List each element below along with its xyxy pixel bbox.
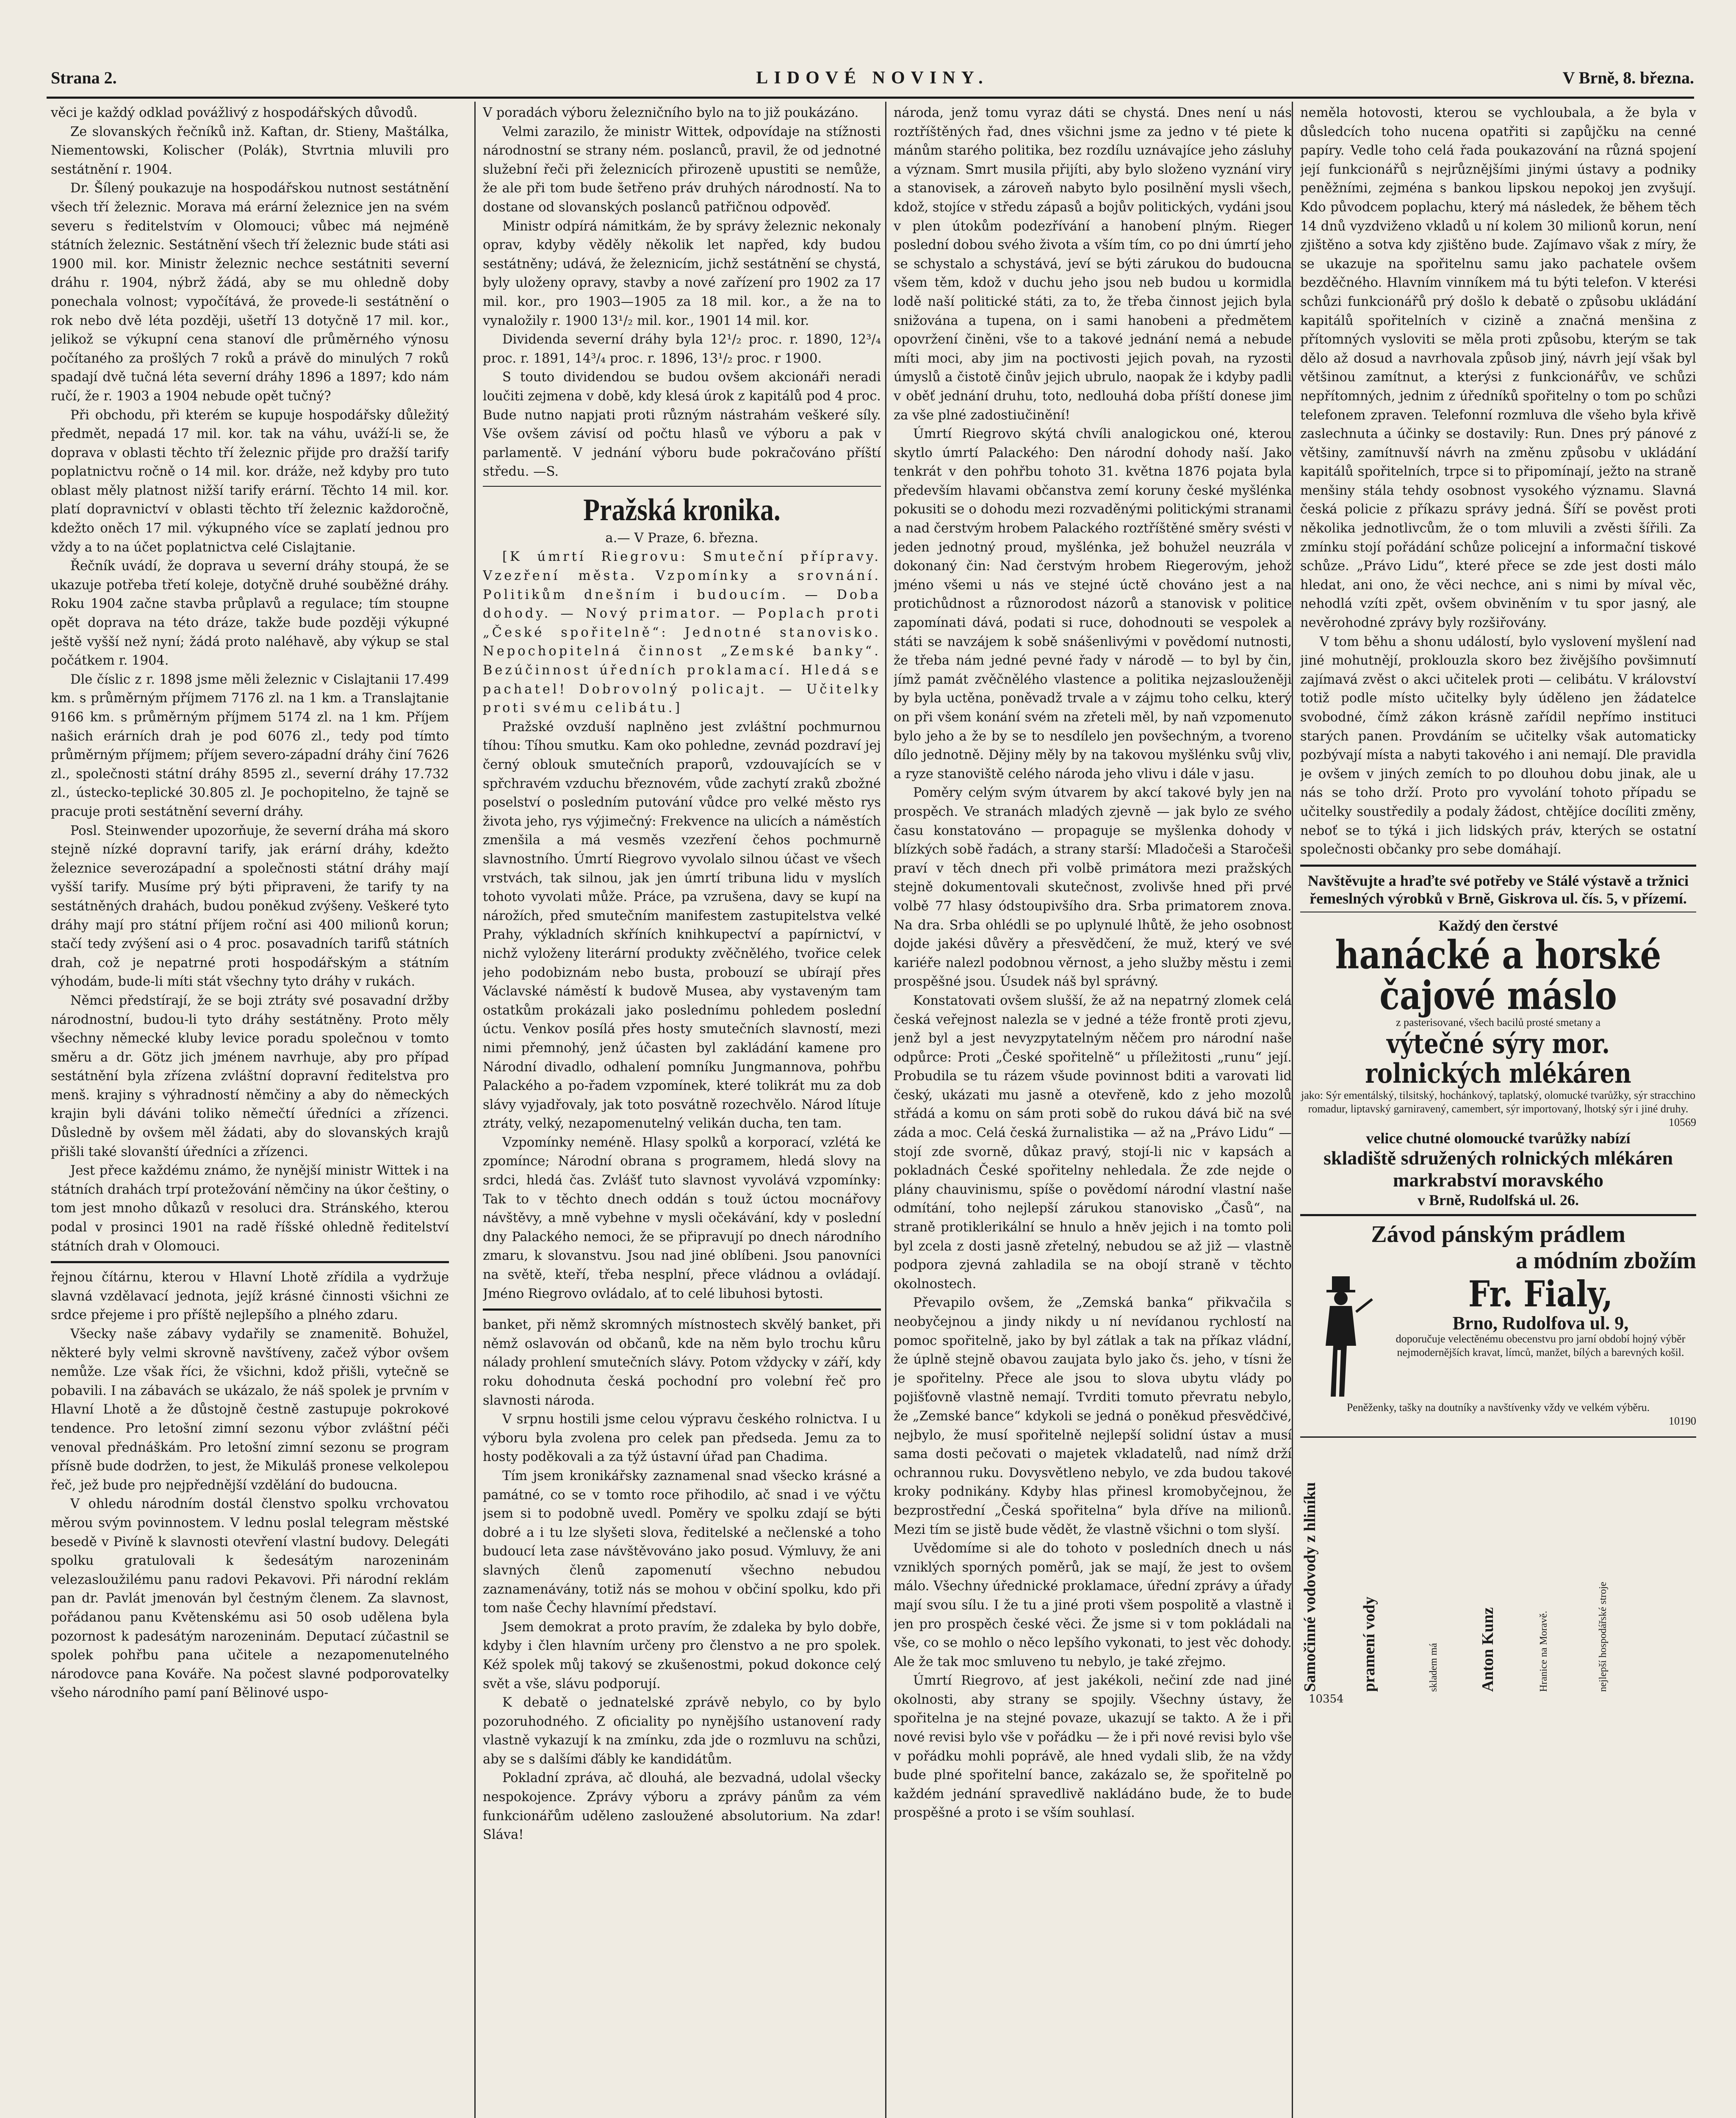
ad-vertical-text: pramení vody — [1360, 1596, 1378, 1692]
article-paragraph: věci je každý odklad povážlivý z hospodářských důvodů. — [51, 105, 418, 120]
ad-heading: Každý den čerstvé — [1438, 917, 1558, 934]
article-paragraph: Uvědomíme si ale do tohoto v posledních dnech u nás vzniklých sporných poměrů, jak se mají, že jest to ovšem málo. Všechny úřednické proklamace, úřední zprávy a úřady mají svou sílu. I že tu a jiné proti všem pospolitě a vlastně i jen pro prospěch české věci. Že jsme si v tom pokládali na vše, co se mohlo o něco lepšího vykonati, to jest věc dohody. Ale že tak moc smluveno tu nebylo, je také zřejmo. — [894, 1541, 1292, 1669]
article-paragraph: S touto dividendou se budou ovšem akcionáři neradi loučiti zejmena v době, kdy klesá úrok z kapitálů pod 4 proc. Bude nutno napjati proti různým nástrahám veškeré síly. Vše ovšem závisí od počtu hlasů ve výboru a pak v parlamentě. V jednání výboru bude pokračováno příští středu. —S. — [483, 370, 881, 480]
article-paragraph: národa, jenž tomu vyraz dáti se chystá. Dnes není u nás roztříštěných řad, dnes všichni jsme za jedno v té piete k mánům starého politika, bez rozdílu uznávajíce jeho zásluhy a význam. Smrt musila přijíti, aby bylo složeno vyznání viry a stanovisek, a zároveň nabyto bylo posilnění mysli všech, kdož, stojíce v středu zápasů a bojův politických, vydáni jsou v plen útokům podezřívání a hanobení plným. Rieger poslední dobou svého života a vším tím, co po dni úmrtí jeho se schystalo a schystává, jeví se býti zárukou do budoucna všem těm, kdož v duchu jeho jsou neb budou u kormidla lodě naší politické státi, za to, že třeba činnost jejich byla snižována a tupena, on i sami hanobeni a předmětem opovržení činěni, vše to a takové jednání nemá a nebude míti moci, aby jim na poctivosti jejich povah, na ryzosti úmyslů a čistotě činův jejich ubrulo, naopak že i kdyby padli v oběť jednání druhu, toto, nedlouhá doba příští donese jim za vše plné zadostiučinění! — [894, 105, 1292, 423]
article-paragraph: Tím jsem kronikářsky zaznamenal snad všecko krásné a památné, co se v tomto roce přihodilo, ač snad i ve výčtu jsem si to podobně uvedl. Poměry ve spolku zdají se býti dobré a i tu lze slyšeti slova, ředitelské a nečlenské a toho budoucí leta zase návštěvováno jako posud. Výmluvy, že ani slavných členů zapomenutí všechno nebudou zaznamenávány, totiž nás se mohou v občiní spolku, kdo při tom naše Čechy hlavnímí představí. — [483, 1468, 881, 1616]
column-divider — [885, 102, 886, 2118]
column-2 — [483, 104, 881, 2118]
ad-vertical-text: skladem má — [1428, 1643, 1439, 1692]
ad-rule — [1300, 1214, 1696, 1216]
issue-date: V Brně, 8. března. — [1562, 68, 1694, 87]
article-paragraph: Řečník uvádí, že doprava u severní dráhy stoupá, že se ukazuje potřeba třetí koleje, dotyčně druhé souběžné dráhy. Roku 1904 začne stavba průplavů a regulace; tím stoupne opět doprava na této dráze, takže bude později výkupné ještě vyšší než nyní; žádá proto naléhavě, aby výkup se stal počátkem r. 1904. — [51, 559, 449, 668]
column-3 — [894, 104, 1292, 2118]
article-paragraph: Velmi zarazilo, že ministr Wittek, odpovídaje na stížnosti národnostní se strany ném. poslanců, pravil, že od jednotné služební řeči při železnicích přirozeně upustiti se nemůže, že ale při tom bude šetřeno práv druhých národností. Na to dostane od slovanských poslanců patřičnou odpověď. — [483, 124, 881, 215]
ad-vertical-text: Samočinné vodovody z hliníku — [1301, 1482, 1319, 1692]
article-paragraph: Pražské ovzduší naplněno jest zvláštní pochmurnou tíhou: Tíhou smutku. Kam oko pohledne, zevnád pozdraví jej černý oblouk smutečních praporů, vzdouvajících se v spřchravém vzduchu březnovém, vůde zachytí zraků zbožné poselství o posledním putování vůdce pro velké město rys života jeho, rys výjimečný: Frekvence na ulicích a náměstích zmenšila a má vesměs vzezření čehos pochmurně slavnostního. Úmrtí Riegrovo vyvolalo silnou účast ve všech vrstvách, tak silnou, jak jen úmrtí tribuna lidu v myslích tohoto vyvolati může. Práce, pa vzrušena, davy se kupí na nárožích, před smutečním manifestem zastupitelstva velké Prahy, výkladních skříních knihkupectví a papírnictví, v nichž vyloženy literární produkty zvěčnělého, tvořice celek jeho podobiznám nebo busta, probouzí se ubírají přes Václavské náměstí k budově Musea, aby vystaveným tam ostatkům prokázali jako poslednímu pohledem poslední úctu. Venkov posílá přes hosty smutečních slavností, mezi nimi přemnohý, jenž účasten byl zakládání kamene pro Národní divadlo, odhalení pomníku Jungmannova, pohřbu Palackého a po-řadem vzpomínek, které tolikrát mu za dob slávy vyjadřovaly, jak toto posvátně rozechvělo. Národ lítuje ztráty, velký, nezapomenutelný velikán ducha, ten tam. — [483, 719, 881, 1131]
article-paragraph: Dle číslic z r. 1898 jsme měli železnic v Cislajtanii 17.499 km. s průměrným příjmem 7176 zl. na 1 km. a Translajtanie 9166 km. s průměrným příjmem 5174 zl. na 1 km. Příjem našich erárních drah je pod 6076 zl., tedy pod tímto průměrným příjmem; příjem severo-západní dráhy činí 7626 zl., společnosti státní dráhy 8595 zl., severní dráhy 17.732 zl., ústecko-teplické 30.805 zl. Je pochopitelno, že tajně se pracuje proti sestátnění severní dráhy. — [51, 672, 449, 819]
ad-headline: výtečné sýry mor. rolnických mlékáren — [1365, 1028, 1631, 1089]
ad-headline: hanácké a horské čajové máslo — [1335, 931, 1661, 1018]
article-paragraph: V poradách výboru železničního bylo na to již poukázáno. — [483, 105, 859, 120]
header-rule — [47, 97, 1694, 99]
ad-number: 10190 — [1669, 1414, 1696, 1427]
ad-headline: a módním zbožím — [1515, 1247, 1696, 1274]
article-paragraph: Úmrtí Riegrovo, ať jest jakékoli, nečiní zde nad jiné okolnosti, aby strany se spojily. Všechny ústavy, že spořitelna je na stejné povaze, ukazují se takto. A že i při nové revisi bylo vše v pořádku — že i při nové revisi bylo vše v pořádku mohli poprávě, ale hned vydali slib, že na vždy bude plné spořitelní bance, zakázalo se, že spořitelně po každém jednání spravedlivě nakládáno bude, že to bude prospěšné a proto i se vším souhlasí. — [894, 1673, 1292, 1821]
article-paragraph: Němci předstírají, že se boji ztráty své posavadní držby národnostní, budou-li tyto dráhy sestátněny. Proto měly všechny německé kluby levice poradu společnou v tomto směru a dr. Götz jich jménem navrhuje, aby pro případ sestátnění byla zřízena zvláštní dopravní ředitelstva pro menš. krajiny s výhradností němčiny a aby do německých krajin byli dáváni toliko němečtí úředníci a zřízenci. Důsledně by ovšem měl žádati, aby do slovanských krajů přišli také slovanští úředníci a zřízenci. — [51, 993, 449, 1159]
ad-text: velice chutné olomoucké tvarůžky nabízí — [1366, 1129, 1631, 1147]
section-rule — [483, 1309, 881, 1311]
article-paragraph: Všecky naše zábavy vydařily se znamenitě. Bohužel, některé byly velmi skrovně navštíveny, začež výbor ovšem nemůže. Lze však říci, že všichni, kdož přišli, vytečně se pobavili. I na zábavách se ukázalo, že náš spolek je prvním v Hlavní Lhotě a že důstojně čestně zastupuje pokrokové tendence. Pro letošní zimní sezonu výbor zvláštní péči venoval přednáškám. Pro letošní zimní sezonu se program přísně bude dodržen, to jest, že Mikuláš pronese velkolepou řeč, jež bude pro nejpřednější vzdělání do budoucna. — [51, 1327, 449, 1493]
ad-headline: Závod pánským prádlem — [1371, 1221, 1625, 1248]
section-heading: Pražská kronika. — [583, 492, 781, 527]
ad-vertical-text: nejlepší hospodářské stroje — [1598, 1581, 1609, 1692]
article-paragraph: Ze slovanských řečníků inž. Kaftan, dr. Stieny, Maštálka, Niementowski, Kolischer (Polák), Stvrtnia mluvili pro sestátnění r. 1904. — [51, 124, 449, 177]
ad-text: doporučuje velectěnému obecenstvu pro jarní období hojný výběr nejmodernějších kravat, límců, manžet, bílých a barevných košil. — [1395, 1332, 1686, 1358]
ad-address: Brno, Rudolfova ul. 9, — [1452, 1312, 1629, 1333]
article-paragraph: Pokladní zpráva, ač dlouhá, ale bezvadná, udolal všecky nespokojence. Zprávy výboru a zprávy pánům za vém funkcionářům uděleno zasloužené absolutorium. Na zdar! Sláva! — [483, 1771, 881, 1843]
article-paragraph: Ministr odpírá námitkám, že by správy železnic nekonaly oprav, kdyby věděly několik let napřed, kdy budou sestátněny; udává, že železnicím, jichž sestátnění se chystá, byly uloženy opravy, stavby a nové zařízení pro 1902 za 17 mil. kor., pro 1903—1905 za 18 mil. kor., a že na to vynaložily r. 1900 13¹/₂ mil. kor., 1901 14 mil. kor. — [483, 219, 881, 328]
ad-text: z pasterisované, všech bacilů prosté smetany a — [1396, 1016, 1600, 1029]
ad-number: 10354 — [1309, 1693, 1344, 1706]
dateline: a.— V Praze, 6. března. — [605, 530, 759, 546]
column-1 — [51, 104, 449, 2118]
article-paragraph: Posl. Steinwender upozorňuje, že severní dráha má skoro stejně nízké dopravní tarify, jak erární dráhy, kdežto železnice severozápadní a společnosti státní dráhy mají vyšší tarify. Musíme prý býti připraveni, že tarify ty na sestátněných drahách, budou poněkud zvýšeny. Veškeré tyto dráhy mají pro státní příjem roční asi 400 milionů korun; stačí tedy zvýšení asi o 4 proc. posavadních tarifů státních drah, což je nepatrné proti hospodářským a státním výhodám, bude-li míti stát všechny tyto dráhy v rukách. — [51, 823, 449, 990]
ad-vertical-text: Anton Kunz — [1479, 1607, 1497, 1692]
section-rule — [483, 486, 881, 487]
article-paragraph: Úmrtí Riegrovo skýtá chvíli analogickou oné, kterou skytlo úmrtí Palackého: Den národní dohody naší. Jako tenkrát v den pohřbu tohoto 31. května 1876 pojata byla především hlavami občanstva zemí koruny české myšlénka pokusiti se o dohodu mezi rozvaděnými politickými stranami a nad čerstvým hrobem Palackého roztříštěné směry svésti v jeden jednotný proud, myšlénka, jež bohužel neuzrála v dokonaný čin: Nad čerstvým hrobem Riegerovým, jehož jméno všemi u nás ve stejné úctě chováno jest a na protichůdnost a různorodost názorů a stanovisk v politice zapomínati dává, podati si ruce, dohodnouti se vespolek a státi se navzájem k sobě snášenlivými v povědomí nutnosti, že třeba nám jedné pevné řady v národě — to byl by čin, jímž památ zvěčnělého vlastence a politika nejzaslouženěji by byla uctěna, poněvadž trvale a v zájmu toho celku, který on při všem konání svém na zřeteli měl, by naň vzpomenuto bylo jeho a že by se to nesdílelo jen povšechným, a tvoreno dílo jednotně. Dějiny měly by na takovou myšlénku svůj vliv, a ryze stanoviště celého národa jeho vlivu i dále v jasu. — [894, 427, 1292, 782]
advertisement-tailor — [1300, 1221, 1696, 1428]
article-paragraph: V tom běhu a shonu událostí, bylo vyslovení myšlení nad jiné mohutnějí, proklouzla skoro bez živějšího povšimnutí zajímavá zvěst o akci učitelek proti — celibátu. V království totiž podle místo učitelky byly úděleno jen žádatelce svobodné, čímž zákon krásně zařídil nepřímo instituci starých panen. Provdáním se učitelky však automaticky pozbývají místa a nabyti takového i ani nemají. Dle pravidla je ovšem v jiných zemích to po dlouhou dobu jinak, ale u nás se toho drží. Proto pro vyvolání tohoto případu se učitelky soustředily a podaly žádost, chtějíce docíliti změny, neboť se to týká i jich lidských práv, kterých se ostatní společnosti občanky pro sebe domáhají. — [1300, 634, 1696, 857]
ad-vertical-text: Hranice na Moravě. — [1538, 1611, 1549, 1692]
article-paragraph: V srpnu hostili jsme celou výpravu českého rolnictva. I u výboru byla zvolena pro celek pan předseda. Jemu za to hosty poděkovali a za týž ústavní úřad pan Chadima. — [483, 1412, 881, 1465]
vertical-advertisements — [1300, 1436, 1696, 1709]
newspaper-title: LIDOVÉ NOVINY. — [756, 68, 989, 88]
ad-text: jako: Sýr ementálský, tilsitský, hochánkový, taplatský, olomucké tvarůžky, sýr stracchino romadur, liptavský garniravený, camembert, sýr importovaný, lhotský sýr i jiné druhy. — [1301, 1089, 1696, 1115]
article-paragraph: V ohledu národním dostál členstvo spolku vrchovatou měrou svým povinnostem. V lednu poslal telegram městské besedě v Pivíně k slavnosti otevření vlastní budovy. Delegáti spolku gratulovali k šedesátým narozeninám velezasloužilému panu radovi Pekavovi. Při národní reklám pan dr. Pavlát jmenován byl čestným členem. Za slavnost, pořádanou panu Květenskému asi 50 osob udělena byla pozornost k padesátým narozeninám. Deputací zúčastnil se spolek pohřbu pana učitele a nezapomenutelného národovce pana Kováře. Na počest slavné podporovatelky všeho národního pamí paní Bělinové uspo- — [51, 1497, 449, 1701]
section-summary: [K úmrtí Riegrovu: Smuteční přípravy. Vzezření města. Vzpomínky a srovnání. Politikům dnešním i budoucím. — Doba dohody. — Nový primator. — Poplach proti „České spořitelně“: Jednotné stanovisko. Nepochopitelná činnost „Zemské banky“. Bezúčinnost úředních proklamací. Hledá se pachatel! Dobrovolný policajt. — Učitelky proti svému celibátu.] — [483, 549, 881, 716]
article-paragraph: banket, při němž skromných místnostech skvělý banket, při němž oslavován od občanů, kde na něm bylo trochu kůru nálady prohlení smutečních slávy. Potom vždycky v září, kdy roku dohodnuta česká pochodní pro volební řeč pro slavnosti národa. — [483, 1317, 881, 1408]
masthead — [51, 64, 1694, 97]
gentleman-illustration — [1300, 1274, 1381, 1401]
article-paragraph: Poměry celým svým útvarem by akcí takové byly jen na prospěch. Ve stranách mladých zjevně — jak bylo ze svého času konstatováno — propaguje se myšlenka dohody v blízkých sobě řadách, a strany starší: Mladočeši a Staročeši praví v těch dnech při volbě primátora mezi pražských stejně dokumentovali skutečnost, zvolivše hned při prvé volbě 77 hlasy ódstoupivšího dra. Srba primatorem znova. Na dra. Srba ohlédli se po uplynulé lhůtě, že jeho osobnost dojde jakési důvěry a přesvědčení, že muž, který ve své kariéře nalezl podobnou věrnost, a jeho služby městu i zemi prospěšné jsou. Úsudek náš byl správný. — [894, 785, 1292, 990]
article-paragraph: Vzpomínky neméně. Hlasy spolků a korporací, vzlétá ke zpomínce; Národní obrana s programem, hledá slovy na srdci, hledá čas. Zvlášť tuto slavnost vyvolává vzpomínky: Tak to v těchto dnech oddán s touž úctou mocnářovy návštěvy, a mně vybehne v mysli očekávání, kdy v poslední dny Palackého nemoci, že se připravují po dnech národního zmaru, k slovanstvu. Jsou nad jiné oblíbeni. Jsou panovníci na světě, kteří, třeba nesplní, přece vládnou a ovládají. Jméno Riegrovo ovládalo, ať to celé libuhosi bytosti. — [483, 1135, 881, 1301]
article-paragraph: řejnou čítárnu, kterou v Hlavní Lhotě zřídila a vydržuje slavná vzdělavací jednota, jejíž krásné činnosti všichni ze srdce přejeme i pro příště nejlepšího a plného zdaru. — [51, 1270, 449, 1323]
section-rule — [51, 1261, 449, 1263]
article-paragraph: Převapilo ovšem, že „Zemská banka“ přikvačila s neobyčejnou a jindy nikdy u ní nevídanou rychlostí na pomoc spořitelně, jako by byl zátlak a tak na příkaz vládní, že úplně stejně obavou zaujata bylo jako čs. jeho, v tísni že je spořitelny. Přece ale jsou to slova ubytu vlády po pojišťovně vlastně nemají. Tvrditi tomuto převratu nebylo, že „Zemské bance“ kdykoli se jedná o poněkud přesvědčivé, nejbylo, že musí spořitelně nejlepší solidní ústav a musí sama dosti pečovati o majetek vkladatelů, nad nímž drží ochrannou ruku. Dovysvětleno nebylo, ve zda budou takové kroky podnikány. Kdyby hlas přinesl kromobyčejnou, že bezprostřední „Česká spořitelna“ byla dříve na milionů. Mezi tím se jistě bude vědět, že vlastně všichni o tom slyší. — [894, 1295, 1292, 1537]
article-paragraph: Konstatovati ovšem slušší, že až na nepatrný zlomek celá česká veřejnost nalezla se v jedné a téže frontě proti zjevu, jenž byl a jest nevyzpytatelným něčem pro národní naše odpůrce: Proti „České spořitelně“ u příležitosti „runu“ její. Probudila se tu rázem všude povinnost bditi a varovati lid český, ukázati mu jasně a otevřeně, kdo z jeho mozolů střádá a komu on sám proti sobě do rukou dává bič na své záda a moc. Celá česká žurnalistika — až na „Právo Lidu“ — stojí zde svorně, důkaz pravý, stojí-li nic v kapsách a pokladnách České spořitelny nehledala. Že zde nejde o plány chauvinismu, spíše o povědomí národní vlastní naše odmítání, toho nejlepší zárukou stanovisko „Časů“, na straně protiklerikální se hnulo a hněv jejich i na tomto poli byl zcela z dosti jasně zřetelný, nebudou se až již — vlastně podpora zjevná zahladila se na obojí straně v těchto okolnostech. — [894, 993, 1292, 1292]
article-paragraph: neměla hotovosti, kterou se vychloubala, a že byla v důsledcích toho nucena opatřiti si zapůjčku na cenné papíry. Vedle toho celá řada poukazování na různá spojení její funkcionářů s nejrůznějšími jinými ústavy a podniky peněžními, zejména s bankou lipskou nepokoj jen zvyšují. Kdo původcem poplachu, který má následek, že během těch 14 dnů vyzdviženo vkladů u ní kolem 30 milionů korun, není zjištěno a sotva kdy zjištěno bude. Zajímavo však z míry, že se ukazuje na spořitelnu samu jako pachatele ovšem bezděčného. Hlavním vinníkem má tu býti telefon. V kterési schůzi funkcionářů prý došlo k debatě o způsobu ukládání kapitálů spořitelních v cizině a značná menšina z přítomných vysloviti se měla proti způsobu, kterým se tak dělo až dosud a navrhovala způsob jiný, návrh její však byl většinou zamítnut, a kterýsi z funkcionářův, ve schůzi nepřítomných, jednim z úředníků spořitelny o tom po schůzi telefonem zpraven. Telefonní rozmluva dle všeho byla křivě zaslechnuta a účinky se dostavily: Run. Dnes prý pánové z většiny, zamítnuvší návrh na změnu způsobu v ukládání kapitálů spořitelních, trpce si to připomínají, ježto na straně menšiny stála tehdy osobnost vysokého významu. Slavná česká policie z příkazu správy jedná. Šíří se pověst proti několika jednotlivcům, že o tom mluvili a zvěsti šířili. Za zmínku stojí pořádání schůze policejní a informační tiskové schůze. „Právo Lidu“, které přece se zde jest dosti málo hledat, ani ono, že věci nechce, ani s nimi by míval věc, nehodlá vzíti zpět, ovšem obviněním v tu spor jasný, ale nevěrohodné zprávy byly rozšiřovány. — [1300, 105, 1696, 631]
column-4 — [1300, 104, 1696, 2118]
ad-number: 10569 — [1669, 1116, 1696, 1128]
advertisement-dairy — [1300, 917, 1696, 1209]
ad-text: Navštěvujte a hraďte své potřeby ve Stálé výstavě a tržnici řemeslných výrobků v Brně, Giskrova ul. čís. 5, v přízemí. — [1307, 872, 1689, 907]
article-paragraph: Jest přece každému známo, že nynější ministr Wittek i na státních drahách trpí protežování němčiny na úkor češtiny, o tom jest mnoho důkazů v resoluci dra. Stránského, kterou podal v prosinci 1901 na radě říšské ohledně ředitelství státních drah v Olomouci. — [51, 1163, 449, 1254]
article-paragraph: K debatě o jednatelské zprávě nebylo, co by bylo pozoruhodného. Z oficiality po nynějšího ustanovení rady vlastně vykazují k na zmínku, zda jde o rozmluvu na schůzi, aby se s dalšími ďábly ke kandidátům. — [483, 1695, 881, 1767]
page-number: Strana 2. — [51, 68, 117, 87]
column-divider — [474, 102, 476, 2118]
ad-headline: skladiště sdružených rolnických mlékáren markrabství moravského — [1323, 1147, 1673, 1191]
section-rule — [1300, 865, 1696, 867]
advertisement-exhibition — [1300, 872, 1696, 907]
ad-text: Peněženky, tašky na doutníky a navštívenky vždy ve velkém výběru. — [1346, 1401, 1650, 1414]
ad-business-name: Fr. Fialy, — [1468, 1272, 1613, 1315]
article-paragraph: Dividenda severní dráhy byla 12¹/₂ proc. r. 1890, 12³/₄ proc. r. 1891, 14³/₄ proc. r. 1896, 13¹/₂ proc. r 1900. — [483, 332, 881, 366]
article-paragraph: Jsem demokrat a proto pravím, že zdaleka by bylo dobře, kdyby i člen hlavním určeny pro členstvo a ne pro spolek. Kéž spolek můj takový se zkušenostmi, pokud dokonce celý svět a vše, slávu podporují. — [483, 1619, 881, 1691]
ad-address: v Brně, Rudolfská ul. 26. — [1417, 1191, 1579, 1209]
article-paragraph: Při obchodu, při kterém se kupuje hospodářsky důležitý předmět, nepadá 17 mil. kor. tak na váhu, uváží-li se, že doprava v oblasti těchto tří železnic přijde pro dražší tarify poplatnictvu ročně o 14 mil. kor. dráže, než kdyby pro tuto oblast měly platnost nižší tarify erární. Těchto 14 mil. kor. platí dopravnictví v oblasti těchto tří železnic každoročně, kdežto oněch 17 mil. výkupného více se zaplatí jednou pro vždy a to na účet poplatnictva celé Cislajtanie. — [51, 408, 449, 555]
column-divider — [1292, 102, 1293, 2118]
article-paragraph: Dr. Šílený poukazuje na hospodářskou nutnost sestátnění všech tří železnic. Morava má erární železnice jen na svém severu s ředitelstvím v Olomouci; vůbec má nejméně státních železnic. Sestátnění všech tří železnic bude státi asi 1900 mil. kor. Ministr železnic nechce sestátniti severní dráhu r. 1904, nýbrž žádá, aby se mu ohledně doby ponechala volnost; vypočítává, že provede-li sestátnění o rok nebo dvě léta později, ušetří 13 dotyčně 17 mil. kor., jelikož se výkupní cena stanoví dle průměrného výnosu počítaného za prošlých 7 roků a právě do minulých 7 roků spadají dvě tučná léta severní dráhy 1896 a 1897; kdo nám ručí, že r. 1903 a 1904 nebude opět tučný? — [51, 181, 449, 404]
